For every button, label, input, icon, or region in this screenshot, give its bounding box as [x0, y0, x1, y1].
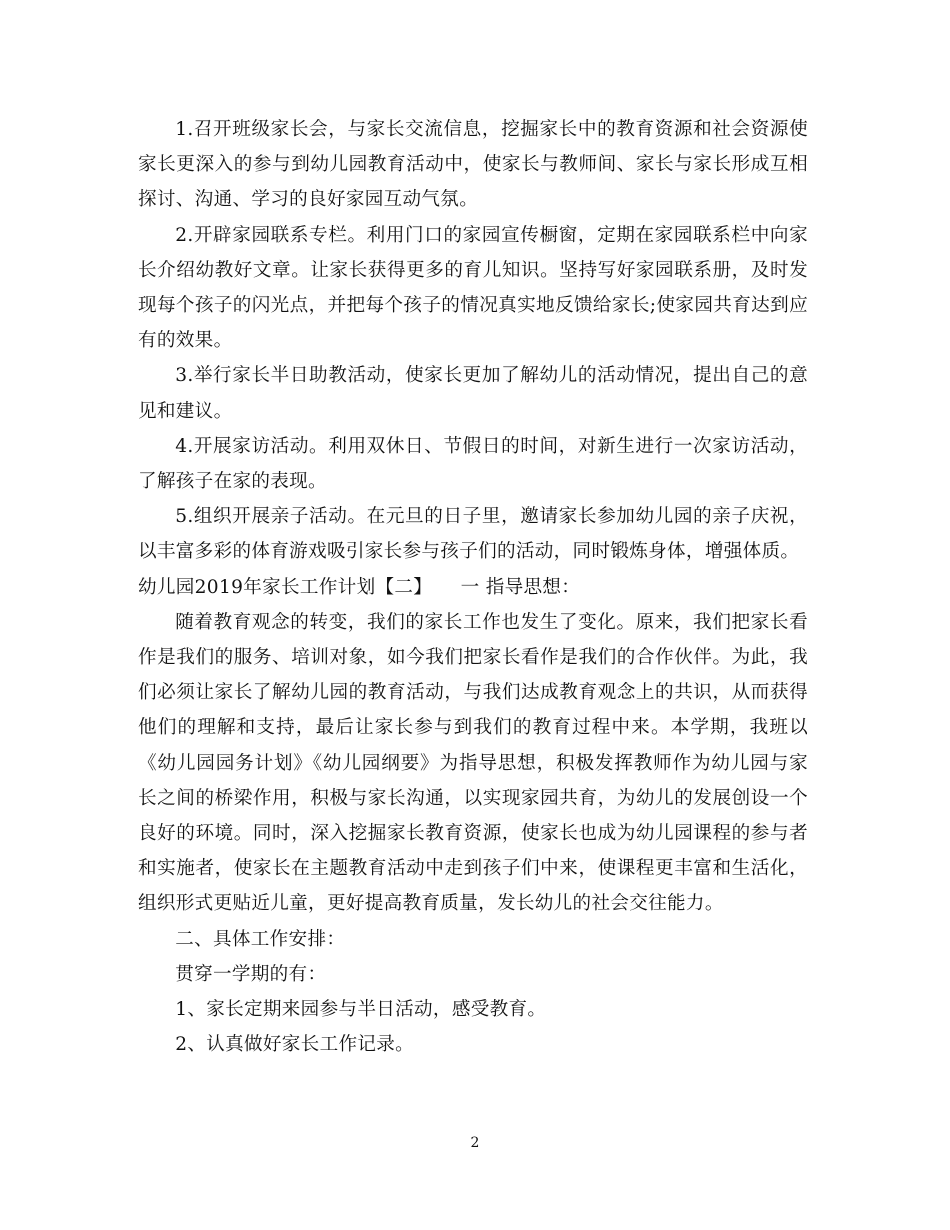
- arrangement-item-2: 2、认真做好家长工作记录。: [175, 1034, 415, 1056]
- paragraph-item-1: 1.召开班级家长会，与家长交流信息，挖掘家长中的教育资源和社会资源使家长更深入的参与到幼儿园教育活动中，使家长与教师间、家长与家长形成互相探讨、沟通、学习的良好家园互动气氛。: [138, 119, 808, 211]
- paragraph-item-5: 5.组织开展亲子活动。在元旦的日子里，邀请家长参加幼儿园的亲子庆祝，以丰富多彩的体育游戏吸引家长参与孩子们的活动，同时锻炼身体，增强体质。: [138, 506, 808, 563]
- paragraph-item-4: 4.开展家访活动。利用双休日、节假日的时间，对新生进行一次家访活动，了解孩子在家的表现。: [138, 435, 808, 493]
- guiding-thought-paragraph: 随着教育观念的转变，我们的家长工作也发生了变化。原来，我们把家长看作是我们的服务、培训对象，如今我们把家长看作是我们的合作伙伴。为此，我们必须让家长了解幼儿园的教育活动，与我们达成教育观念上的共识，从而获得他们的理解和支持，最后让家长参与到我们的教育过程中来。本学期，我班以《幼儿园园务计划》《幼儿园纲要》为指导思想，积极发挥教师作为幼儿园与家长之间的桥梁作用，积极与家长沟通，以实现家园共育，为幼儿的发展创设一个良好的环境。同时，深入挖掘家长教育资源，使家长也成为幼儿园课程的参与者和实施者，使家长在主题教育活动中走到孩子们中来，使课程更丰富和生活化，组织形式更贴近儿童，更好提高教育质量，发长幼儿的社会交往能力。: [138, 611, 808, 915]
- document-body: [138, 112, 808, 1062]
- section-heading-plan-two: 幼儿园2019年家长工作计划【二】 一 指导思想：: [138, 576, 581, 598]
- paragraph-item-3: 3.举行家长半日助教活动，使家长更加了解幼儿的活动情况，提出自己的意见和建议。: [138, 365, 808, 422]
- paragraph-item-2: 2.开辟家园联系专栏。利用门口的家园宣传橱窗，定期在家园联系栏中向家长介绍幼教好文章。让家长获得更多的育儿知识。坚持写好家园联系册，及时发现每个孩子的闪光点，并把每个孩子的情况真实地反馈给家长;使家园共育达到应有的效果。: [138, 224, 808, 352]
- semester-intro: 贯穿一学期的有：: [175, 963, 327, 985]
- section-heading-arrangements: 二、具体工作安排：: [175, 928, 346, 950]
- arrangement-item-1: 1、家长定期来园参与半日活动，感受教育。: [175, 999, 547, 1021]
- page-number: 2: [470, 1135, 480, 1151]
